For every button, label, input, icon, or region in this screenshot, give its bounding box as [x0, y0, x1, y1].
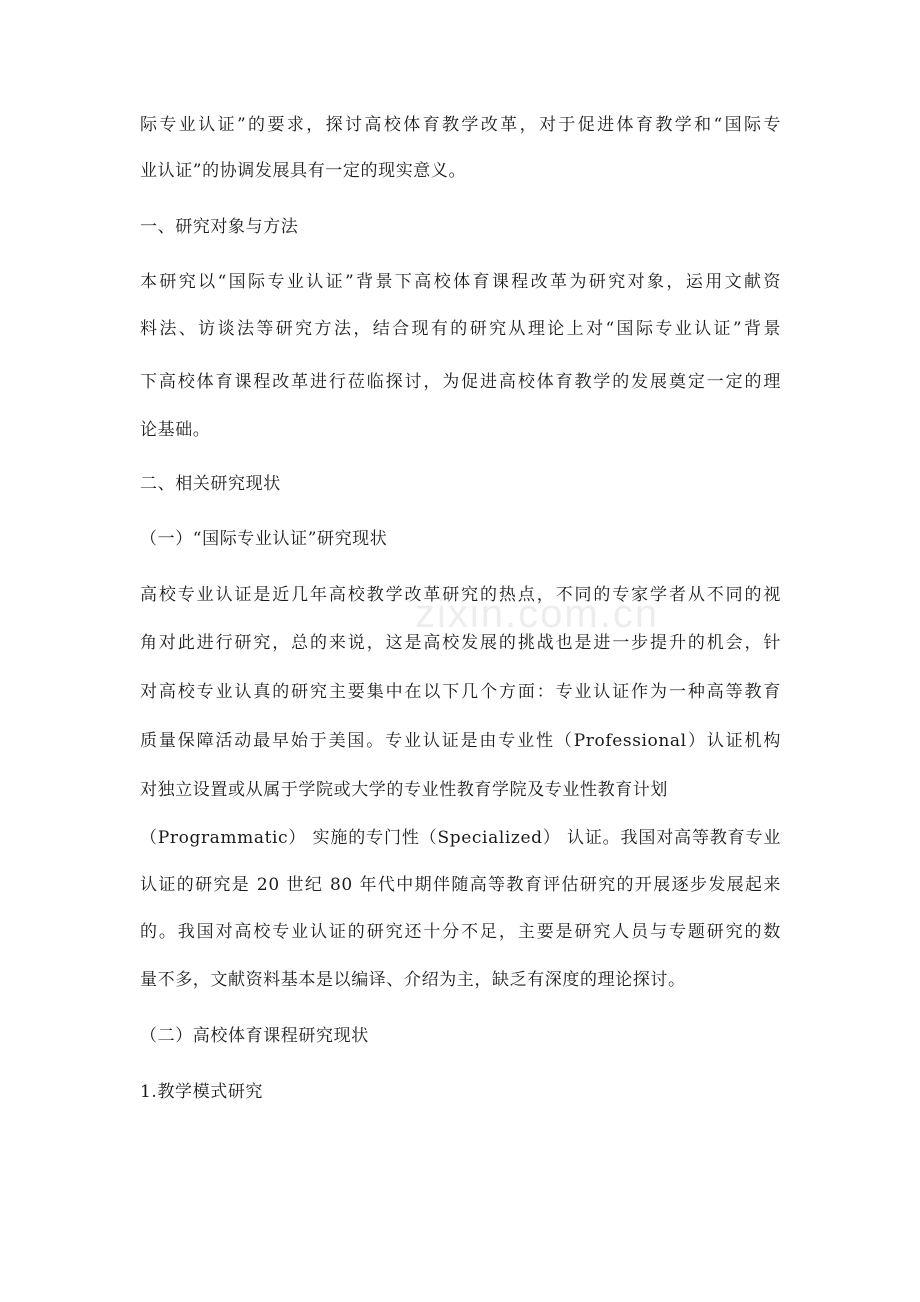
- subsection-heading: （一）“国际专业认证”研究现状: [140, 529, 388, 549]
- paragraph-line: 业认证”的协调发展具有一定的现实意义。: [140, 161, 467, 181]
- paragraph-line: 际专业认证”的要求，探讨高校体育教学改革，对于促进体育教学和“国际专: [140, 115, 781, 135]
- paragraph-line: 认证的研究是 20 世纪 80 年代中期伴随高等教育评估研究的开展逐步发展起来: [140, 875, 781, 895]
- paragraph-line: 对高校专业认真的研究主要集中在以下几个方面：专业认证作为一种高等教育: [140, 682, 781, 702]
- paragraph-line: 下高校体育课程改革进行莅临探讨，为促进高校体育教学的发展奠定一定的理: [140, 372, 781, 392]
- paragraph-line: 的。我国对高校专业认证的研究还十分不足，主要是研究人员与专题研究的数: [140, 922, 781, 942]
- paragraph-line: 质量保障活动最早始于美国。专业认证是由专业性（Professional）认证机构: [140, 731, 781, 751]
- paragraph-line: 高校专业认证是近几年高校教学改革研究的热点，不同的专家学者从不同的视: [140, 585, 781, 605]
- section-heading: 二、相关研究现状: [140, 474, 281, 494]
- watermark: zixin.com.cn: [415, 592, 660, 636]
- paragraph-line: 对独立设置或从属于学院或大学的专业性教育学院及专业性教育计划: [140, 780, 668, 800]
- section-heading: 一、研究对象与方法: [140, 217, 299, 237]
- paragraph-line: 角对此进行研究，总的来说，这是高校发展的挑战也是进一步提升的机会，针: [140, 633, 781, 653]
- paragraph-line: 量不多，文献资料基本是以编译、介绍为主，缺乏有深度的理论探讨。: [140, 970, 686, 990]
- paragraph-line: 本研究以“国际专业认证”背景下高校体育课程改革为研究对象，运用文献资: [140, 272, 781, 292]
- paragraph-line: （Programmatic） 实施的专门性（Specialized） 认证。我国对高等教育专业: [140, 828, 781, 848]
- subsection-heading: （二）高校体育课程研究现状: [140, 1026, 369, 1046]
- subsection-heading: 1.教学模式研究: [140, 1082, 264, 1102]
- paragraph-line: 论基础。: [140, 420, 211, 440]
- paragraph-line: 料法、访谈法等研究方法，结合现有的研究从理论上对“国际专业认证”背景: [140, 319, 781, 339]
